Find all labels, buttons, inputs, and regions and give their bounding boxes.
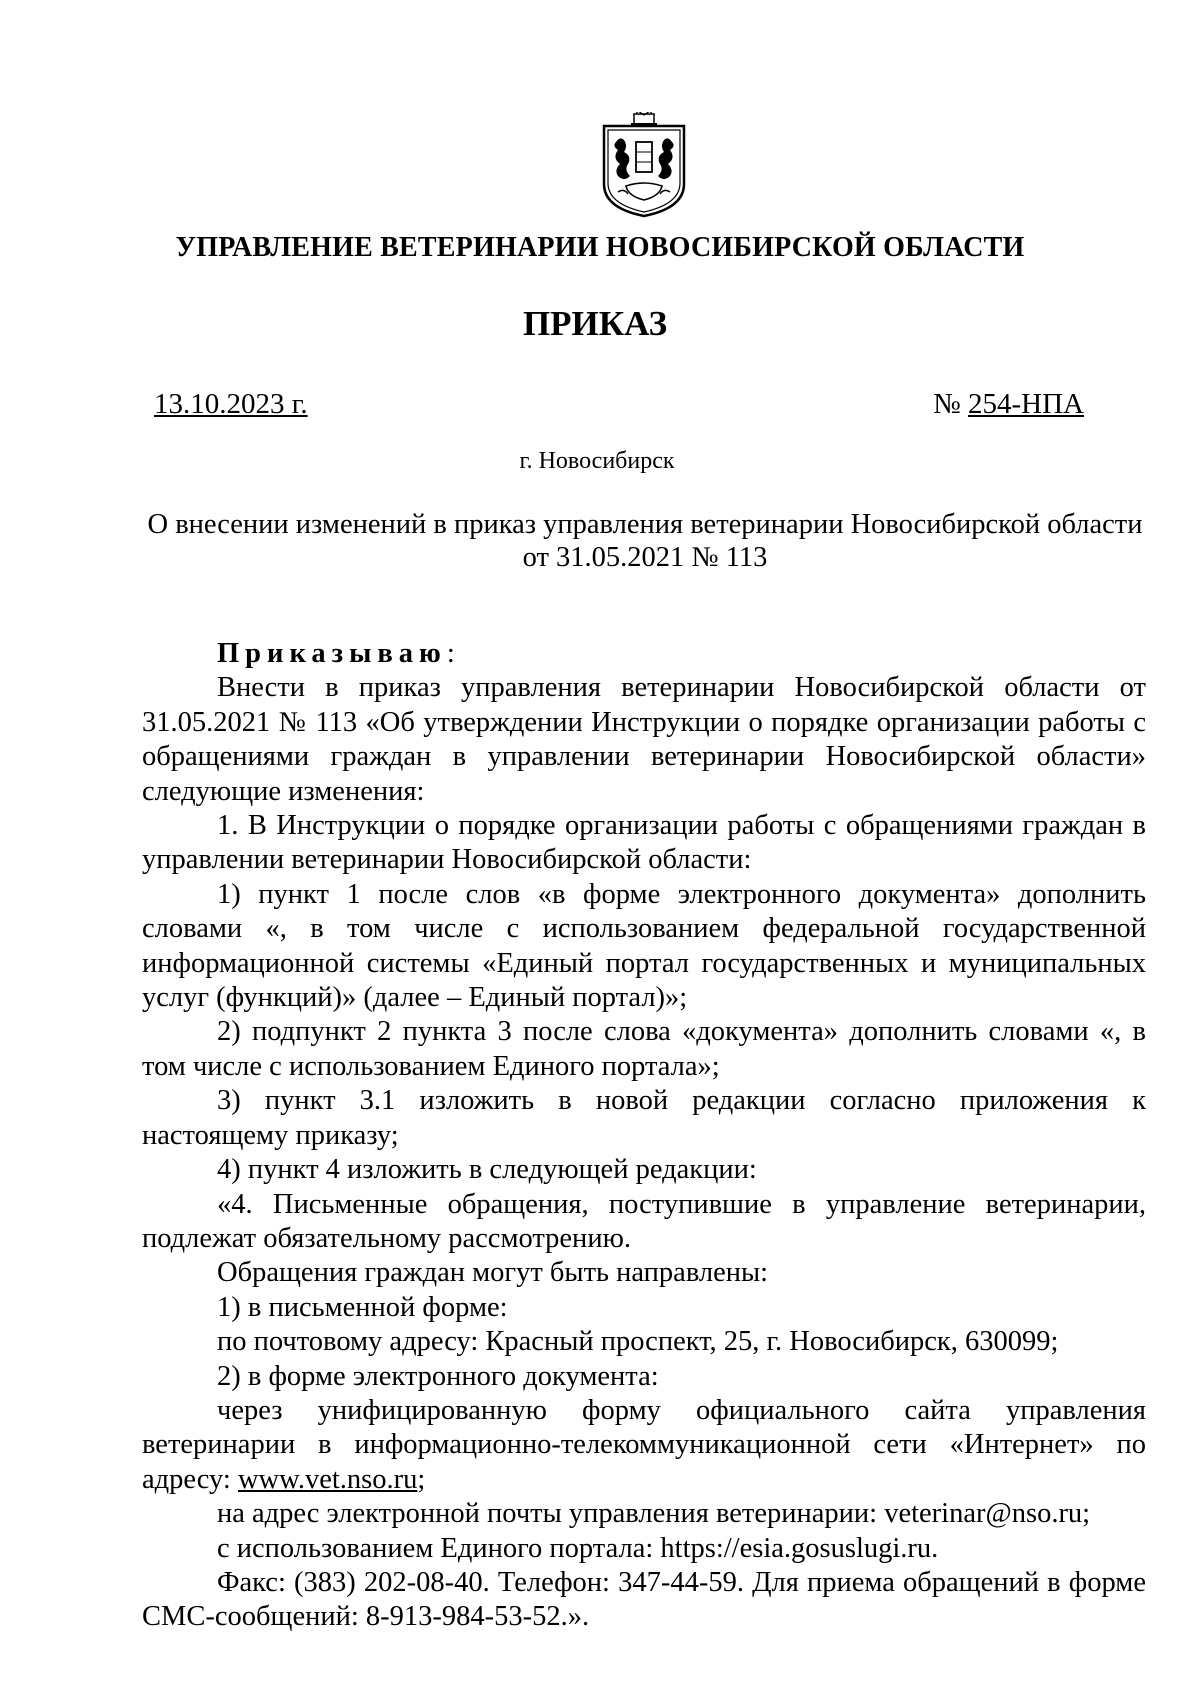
document-number bbox=[933, 388, 1084, 421]
paragraph: 1. В Инструкции о порядке организации работы с обращениями граждан в управлении ветеринарии Новосибирской области: bbox=[142, 810, 1146, 876]
document-city: г. Новосибирск bbox=[519, 448, 675, 474]
paragraph: 1) пункт 1 после слов «в форме электронного документа» дополнить словами «, в том числе с использованием федеральной государственной информационной системы «Единый портал государственных и муниципальных услуг (функций)» (далее – Единый портал)»; bbox=[142, 878, 1146, 1014]
number-value: 254-НПА bbox=[968, 388, 1084, 420]
number-prefix: № bbox=[933, 388, 968, 420]
paragraph: Обращения граждан могут быть направлены: bbox=[217, 1257, 769, 1289]
paragraph: по почтовому адресу: Красный проспект, 25, г. Новосибирск, 630099; bbox=[217, 1326, 1059, 1358]
paragraph-text: через унифицированную форму официального сайта управления ветеринарии в информационно-телекоммуникационной сети «Интернет» по адресу: bbox=[142, 1394, 1146, 1495]
document-subject bbox=[140, 508, 1150, 574]
coat-of-arms-icon bbox=[598, 112, 690, 220]
paragraph: «4. Письменные обращения, поступившие в управление ветеринарии, подлежат обязательному рассмотрению. bbox=[142, 1188, 1146, 1254]
paragraph-end: ; bbox=[417, 1463, 426, 1495]
paragraph: 2) подпункт 2 пункта 3 после слова «документа» дополнить словами «, в том числе с использованием Единого портала»; bbox=[142, 1016, 1146, 1082]
subject-line-1: О внесении изменений в приказ управления ветеринарии Новосибирской области bbox=[147, 509, 1143, 540]
subject-line-2: от 31.05.2021 № 113 bbox=[522, 542, 768, 573]
paragraph: 1) в письменной форме: bbox=[217, 1291, 508, 1323]
paragraph: 2) в форме электронного документа: bbox=[217, 1360, 659, 1392]
order-word: Приказываю bbox=[217, 638, 447, 669]
paragraph: Внести в приказ управления ветеринарии Новосибирской области от 31.05.2021 № 113 «Об утверждении Инструкции о порядке организации работы с обращениями граждан в управлении ветеринарии Новосибирской области» следующие изменения: bbox=[142, 672, 1146, 807]
website-link[interactable]: www.vet.nso.ru bbox=[237, 1463, 418, 1495]
paragraph: на адрес электронной почты управления ветеринарии: veterinar@nso.ru; bbox=[217, 1498, 1091, 1530]
document-body bbox=[142, 637, 1146, 1635]
document-date: 13.10.2023 г. bbox=[154, 388, 308, 420]
document-type: ПРИКАЗ bbox=[522, 304, 668, 343]
paragraph bbox=[142, 1394, 1146, 1497]
paragraph: 3) пункт 3.1 изложить в новой редакции согласно приложения к настоящему приказу; bbox=[142, 1085, 1146, 1151]
order-heading bbox=[142, 637, 1146, 671]
paragraph: Факс: (383) 202-08-40. Телефон: 347-44-59. Для приема обращений в форме СМС-сообщений: 8-913-984-53-52.». bbox=[142, 1566, 1146, 1633]
paragraph: с использованием Единого портала: https://esia.gosuslugi.ru. bbox=[217, 1532, 939, 1564]
organization-name: УПРАВЛЕНИЕ ВЕТЕРИНАРИИ НОВОСИБИРСКОЙ ОБЛАСТИ bbox=[175, 232, 1025, 263]
paragraph: 4) пункт 4 изложить в следующей редакции: bbox=[217, 1154, 757, 1186]
order-colon: : bbox=[446, 638, 455, 669]
